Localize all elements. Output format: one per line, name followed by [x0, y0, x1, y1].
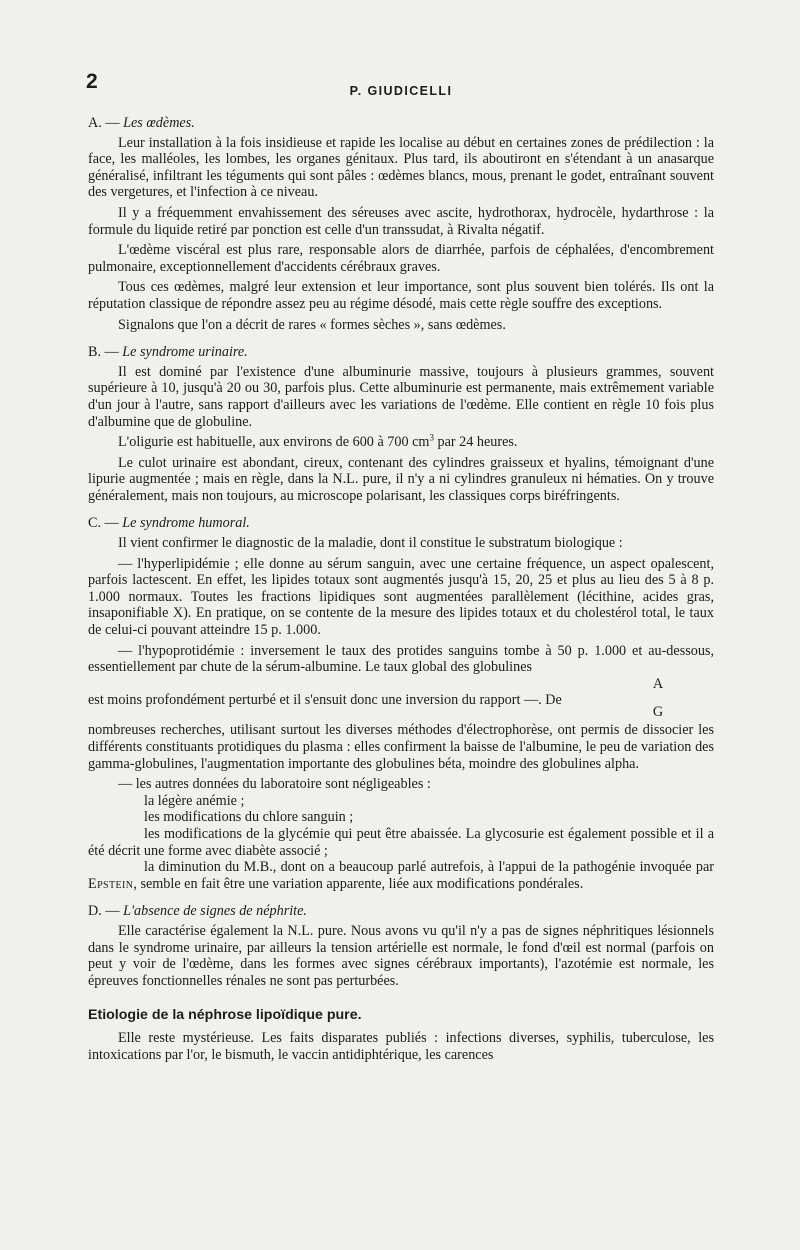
- page-number: 2: [86, 70, 98, 93]
- section-a-paragraph-1: Leur installation à la fois insidieuse et rapide les localise au début en certaines zones de prédilection : la face, les malléoles, les lombes, les organes génitaux. Plus tard, ils aboutiront en s'étendant à un anasarque généralisé, infiltrant les téguments qui sont pâles : œdèmes blancs, mous, prenant le godet, entraînant souvent des vergetures, et l'infection à ce niveau.: [88, 134, 714, 201]
- section-a-paragraph-3: L'œdème viscéral est plus rare, responsable alors de diarrhée, parfois de céphalées, d'encombrement pulmonaire, exceptionnellement d'accidents cérébraux graves.: [88, 242, 714, 275]
- cubic-superscript: 3: [429, 432, 434, 443]
- fraction-numerator-line: [88, 676, 714, 692]
- section-a-heading: [88, 115, 714, 132]
- fraction-denominator-line: [88, 706, 714, 720]
- oliguria-text-end: par 24 heures.: [433, 434, 518, 451]
- running-head: P. GIUDICELLI: [349, 84, 453, 98]
- etiology-heading: Etiologie de la néphrose lipoïdique pure.: [88, 1007, 362, 1024]
- section-b-letter: B. —: [88, 344, 123, 361]
- section-c-letter: C. —: [88, 515, 123, 532]
- section-c-title: Le syndrome humoral.: [122, 515, 250, 532]
- fraction-numerator: A: [652, 675, 664, 692]
- section-a-paragraph-5: Signalons que l'on a décrit de rares « formes sèches », sans œdèmes.: [118, 316, 506, 333]
- list-item: les modifications du chlore sanguin ;: [144, 809, 354, 826]
- page-header: [86, 70, 714, 104]
- section-b-paragraph-1: Il est dominé par l'existence d'une albuminurie massive, toujours à plusieurs grammes, souvent supérieure à 10, jusqu'à 20 ou 30, parfois plus. Cette albuminurie est permanente, mais extrêmement variable d'un jour à l'autre, sans rapport d'ailleurs avec les variations de l'œdème. Elle contient en règle 10 fois plus d'albumine que de globuline.: [88, 363, 714, 430]
- section-b-paragraph-2: [88, 434, 714, 451]
- section-d-letter: D. —: [88, 903, 124, 920]
- document-page: [86, 70, 714, 1067]
- author-name: Epstein: [88, 875, 134, 892]
- section-d-heading: [88, 903, 714, 920]
- hypoprotidemia-paragraph: — l'hypoprotidémie : inversement le taux des protides sanguins tombe à 50 p. 1.000 et au-dessous, essentiellement par chute de la sérum-albumine. Le taux global des globulines: [88, 642, 714, 676]
- section-b-heading: [88, 344, 714, 361]
- list-item: — les autres données du laboratoire sont négligeables :: [118, 776, 431, 793]
- section-b-paragraph-3: Le culot urinaire est abondant, cireux, contenant des cylindres graisseux et hyalins, témoignant d'une lipurie augmentée ; mais en règle, dans la N.L. pure, il n'y a ni cylindres granuleux ni hématies. On y trouve généralement, mais non toujours, au microscope polarisant, les classiques corps biréfringents.: [88, 454, 714, 504]
- list-item: les modifications de la glycémie qui peut être abaissée. La glycosurie est également possible et il a été décrit une forme avec diabète associé ;: [88, 825, 714, 859]
- list-item: la légère anémie ;: [144, 792, 245, 809]
- electrophoresis-paragraph: nombreuses recherches, utilisant surtout les diverses méthodes d'électrophorèse, ont permis de dissocier les différents constituants protidiques du plasma : elles confirment la baisse de l'albumine, le peu de variation des gamma-globulines, l'augmentation importante des globulines béta, moindre des globulines alpha.: [88, 722, 714, 772]
- ratio-line: est moins profondément perturbé et il s'ensuit donc une inversion du rapport —. De: [88, 691, 562, 708]
- lab-data-list: [88, 776, 714, 892]
- section-d-title: L'absence de signes de néphrite.: [123, 903, 307, 920]
- list-item: la diminution du M.B., dont on a beaucoup parlé autrefois, à l'appui de la pathogénie invoquée par Epstein, semble en fait être une variation apparente, liée aux modifications pondérales.: [88, 859, 714, 892]
- etiology-paragraph-1: Elle reste mystérieuse. Les faits disparates publiés : infections diverses, syphilis, tuberculose, les intoxications par l'or, le bismuth, le vaccin antidiphtérique, les carences: [88, 1029, 714, 1063]
- section-a-paragraph-2: Il y a fréquemment envahissement des séreuses avec ascite, hydrothorax, hydrocèle, hydarthrose : la formule du liquide retiré par ponction est celle d'un transsudat, à Rivalta négatif.: [88, 204, 714, 238]
- section-a-letter: A. —: [88, 115, 124, 131]
- fraction-denominator: G: [652, 704, 664, 721]
- section-c-paragraph-1: Il vient confirmer le diagnostic de la maladie, dont il constitue le substratum biologique :: [118, 535, 623, 552]
- hyperlipidemia-paragraph: — l'hyperlipidémie ; elle donne au sérum sanguin, avec une certaine fréquence, un aspect opalescent, parfois lactescent. En effet, les lipides totaux sont augmentés jusqu'à 15, 20, 25 et plus au lieu des 5 à 8 p. 1.000 normaux. Toutes les fractions lipidiques sont augmentées parallèlement (lécithine, acides gras, insaponifiable X). En pratique, on se contente de la mesure des lipides totaux et du cholestérol total, le taux de celui-ci pouvant atteindre 15 p. 1.000.: [88, 555, 714, 639]
- section-d-paragraph-1: Elle caractérise également la N.L. pure. Nous avons vu qu'il n'y a pas de signes néphritiques lésionnels dans le syndrome urinaire, par ailleurs la tension artérielle est normale, le fond d'œil est normal (parfois on peut y voir de l'œdème, dans les formes avec signes cérébraux importants), l'azotémie est normale, les épreuves fonctionnelles rénales ne sont pas perturbées.: [88, 922, 714, 989]
- oliguria-text: L'oligurie est habituelle, aux environs de 600 à 700 cm: [118, 434, 430, 451]
- section-a-title: Les œdèmes.: [123, 115, 195, 131]
- section-c-heading: [88, 515, 714, 532]
- section-b-title: Le syndrome urinaire.: [122, 344, 248, 361]
- section-a-paragraph-4: Tous ces œdèmes, malgré leur extension et leur importance, sont plus souvent bien tolérés. Ils ont la réputation classique de répondre assez peu au régime désodé, mais cette règle souffre des exceptions.: [88, 279, 714, 312]
